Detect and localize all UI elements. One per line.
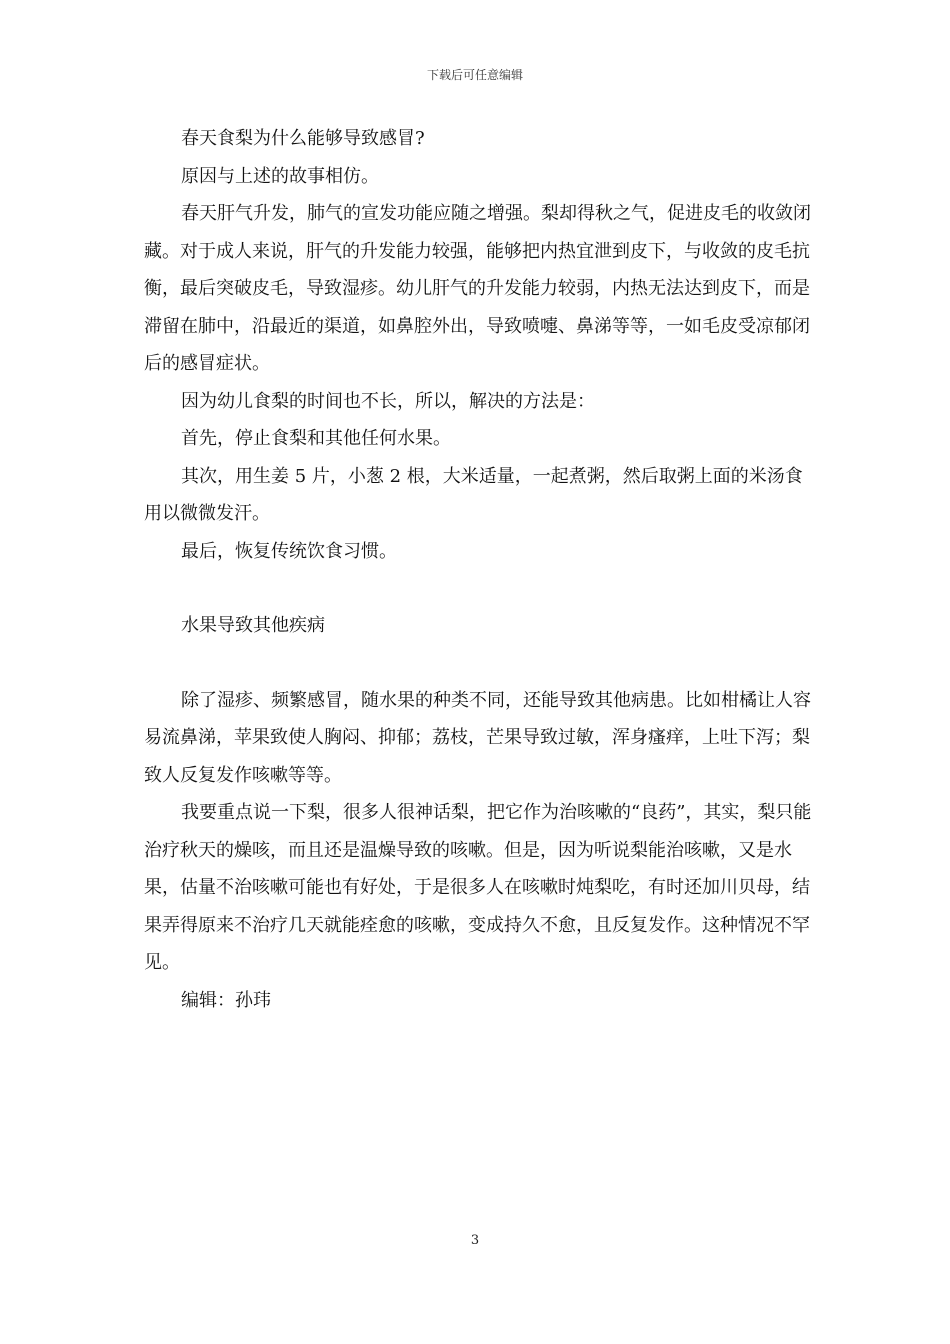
page-number: 3 [470, 1233, 480, 1248]
paragraph-explanation: 春天肝气升发，肺气的宣发功能应随之增强。梨却得秋之气，促进皮毛的收敛闭藏。对于成人来说，肝气的升发能力较强，能够把内热宜泄到皮下，与收敛的皮毛抗衡，最后突破皮毛，导致湿疹。幼儿肝气的升发能力较弱，内热无法达到皮下，而是滞留在肺中，沿最近的渠道，如鼻腔外出，导致喷嚏、鼻涕等等，一如毛皮受凉郁闭后的感冒症状。 [144, 203, 811, 374]
section-heading: 水果导致其他疾病 [181, 615, 325, 636]
spacer [144, 645, 814, 682]
paragraph-step-first: 首先，停止食梨和其他任何水果。 [181, 428, 451, 449]
paragraph-solution-intro: 因为幼儿食梨的时间也不长，所以，解决的方法是： [181, 390, 595, 412]
paragraph-other-diseases: 除了湿疹、频繁感冒，随水果的种类不同，还能导致其他病患。比如柑橘让人容易流鼻涕，苹果致使人胸闷、抑郁；荔枝，芒果导致过敏，浑身瘙痒，上吐下泻；梨致人反复发作咳嗽等等。 [144, 689, 811, 786]
paragraph-step-last: 最后，恢复传统饮食习惯。 [181, 540, 397, 562]
document-body [144, 120, 814, 1019]
paragraph-step-second: 其次，用生姜 5 片，小葱 2 根，大米适量，一起煮粥，然后取粥上面的米汤食用以微微发汗。 [144, 465, 803, 524]
paragraph-question: 春天食梨为什么能够导致感冒? [181, 128, 425, 149]
page-header: 下载后可任意编辑 [426, 68, 523, 82]
spacer [144, 570, 814, 607]
paragraph-pear-cough: 我要重点说一下梨，很多人很神话梨，把它作为治咳嗽的“良药”，其实，梨只能治疗秋天的燥咳，而且还是温燥导致的咳嗽。但是，因为听说梨能治咳嗽，又是水果，估量不治咳嗽可能也有好处，于是很多人在咳嗽时炖梨吃，有时还加川贝母，结果弄得原来不治疗几天就能痊愈的咳嗽，变成持久不愈，且反复发作。这种情况不罕见。 [144, 802, 812, 973]
paragraph-editor: 编辑：孙玮 [181, 989, 271, 1011]
paragraph-reason: 原因与上述的故事相仿。 [181, 165, 379, 187]
